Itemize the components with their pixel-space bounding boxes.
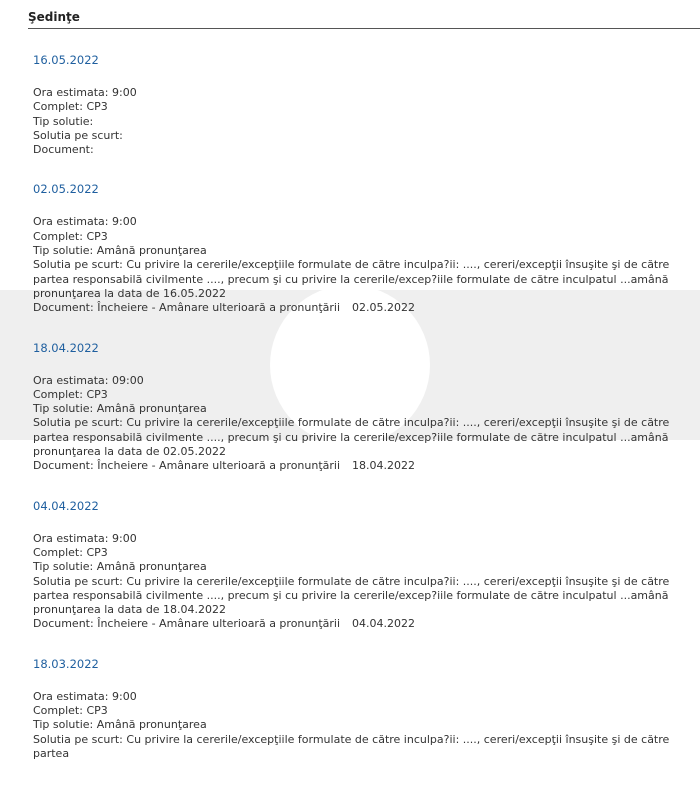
tip-label: Tip solutie:	[33, 560, 94, 574]
ora-estimata	[33, 374, 683, 388]
document	[33, 143, 683, 157]
solutia-label: Solutia pe scurt:	[33, 128, 123, 142]
solutia-value: Cu privire la cererile/excepţiile formulate de către inculpa?ii: ...., cereri/excepţii însuşite şi de către partea responsabilă civilmente ...., precum şi cu privire la cererile/excep?iile formulate de către inculpatul ...amână pronunţarea la data de 18.04.2022	[33, 574, 670, 617]
solutia-label: Solutia pe scurt:	[33, 574, 123, 588]
session-item	[33, 656, 683, 761]
tip-label: Tip solutie:	[33, 402, 94, 416]
document-link[interactable]: Încheiere - Amânare ulterioară a pronunţării	[97, 617, 341, 631]
document	[33, 459, 683, 473]
page-title: Şedinţe	[28, 10, 80, 24]
ora-value: 9:00	[112, 215, 137, 229]
tip-value: Amână pronunţarea	[96, 560, 207, 574]
document-link[interactable]: Încheiere - Amânare ulterioară a pronunţării	[97, 459, 341, 473]
complet-value: CP3	[86, 704, 108, 718]
tip-solutie	[33, 718, 683, 732]
complet-label: Complet:	[33, 229, 83, 243]
solutia-pe-scurt	[33, 258, 683, 301]
ora-value: 9:00	[112, 86, 137, 99]
ora-estimata	[33, 532, 683, 546]
document-date: 18.04.2022	[352, 459, 416, 473]
tip-label: Tip solutie:	[33, 718, 94, 732]
tip-value: Amână pronunţarea	[96, 244, 207, 258]
document-label: Document:	[33, 143, 94, 157]
document	[33, 617, 683, 631]
complet-label: Complet:	[33, 704, 83, 718]
complet	[33, 704, 683, 718]
document-link[interactable]: Încheiere - Amânare ulterioară a pronunţării	[97, 301, 341, 315]
document-label: Document:	[33, 617, 94, 631]
solutia-pe-scurt	[33, 129, 683, 143]
complet-value: CP3	[86, 229, 108, 243]
tip-solutie	[33, 115, 683, 129]
document-label: Document:	[33, 459, 94, 473]
solutia-pe-scurt	[33, 416, 683, 459]
tip-solutie	[33, 244, 683, 258]
tip-value: Amână pronunţarea	[96, 402, 207, 416]
ora-label: Ora estimata:	[33, 531, 109, 545]
solutia-label: Solutia pe scurt:	[33, 416, 123, 430]
session-date: 18.04.2022	[33, 340, 99, 355]
solutia-pe-scurt	[33, 733, 683, 762]
complet	[33, 100, 683, 114]
session-date: 18.03.2022	[33, 656, 99, 671]
tip-value: Amână pronunţarea	[96, 718, 207, 732]
document	[33, 301, 683, 315]
session-item	[33, 340, 683, 474]
ora-label: Ora estimata:	[33, 86, 109, 99]
session-item	[33, 181, 683, 315]
complet	[33, 230, 683, 244]
session-item	[33, 52, 683, 157]
document-label: Document:	[33, 301, 94, 315]
session-date: 04.04.2022	[33, 498, 99, 513]
tip-label: Tip solutie:	[33, 244, 94, 258]
complet-label: Complet:	[33, 387, 83, 401]
session-date: 16.05.2022	[33, 53, 99, 67]
complet	[33, 388, 683, 402]
complet-label: Complet:	[33, 100, 83, 114]
solutia-value: Cu privire la cererile/excepţiile formulate de către inculpa?ii: ...., cereri/excepţii însuşite şi de către partea	[33, 732, 670, 760]
solutia-label: Solutia pe scurt:	[33, 732, 123, 746]
solutia-pe-scurt	[33, 575, 683, 618]
ora-value: 9:00	[112, 689, 137, 703]
ora-estimata	[33, 86, 683, 100]
solutia-value: Cu privire la cererile/excepţiile formulate de către inculpa?ii: ...., cereri/excepţii însuşite şi de către partea responsabilă civilmente ...., precum şi cu privire la cererile/excep?iile formulate de către inculpatul ...amână pronunţarea la data de 02.05.2022	[33, 416, 670, 459]
session-date: 02.05.2022	[33, 182, 99, 197]
tip-label: Tip solutie:	[33, 114, 94, 128]
tip-solutie	[33, 402, 683, 416]
ora-label: Ora estimata:	[33, 689, 109, 703]
solutia-value: Cu privire la cererile/excepţiile formulate de către inculpa?ii: ...., cereri/excepţii însuşite şi de către partea responsabilă civilmente ...., precum şi cu privire la cererile/excep?iile formulate de către inculpatul ...amână pronunţarea la data de 16.05.2022	[33, 258, 670, 300]
ora-estimata	[33, 690, 683, 704]
complet-value: CP3	[86, 545, 108, 559]
tip-solutie	[33, 560, 683, 574]
complet-value: CP3	[86, 387, 108, 401]
ora-value: 09:00	[112, 373, 144, 387]
complet-label: Complet:	[33, 545, 83, 559]
complet	[33, 546, 683, 560]
ora-label: Ora estimata:	[33, 373, 109, 387]
document-date: 04.04.2022	[352, 617, 416, 631]
complet-value: CP3	[86, 100, 108, 114]
session-item	[33, 498, 683, 632]
ora-estimata	[33, 215, 683, 229]
solutia-label: Solutia pe scurt:	[33, 258, 123, 272]
page-header	[28, 8, 700, 29]
ora-label: Ora estimata:	[33, 215, 109, 229]
ora-value: 9:00	[112, 531, 137, 545]
sessions-list	[33, 44, 683, 785]
document-date: 02.05.2022	[352, 301, 416, 315]
